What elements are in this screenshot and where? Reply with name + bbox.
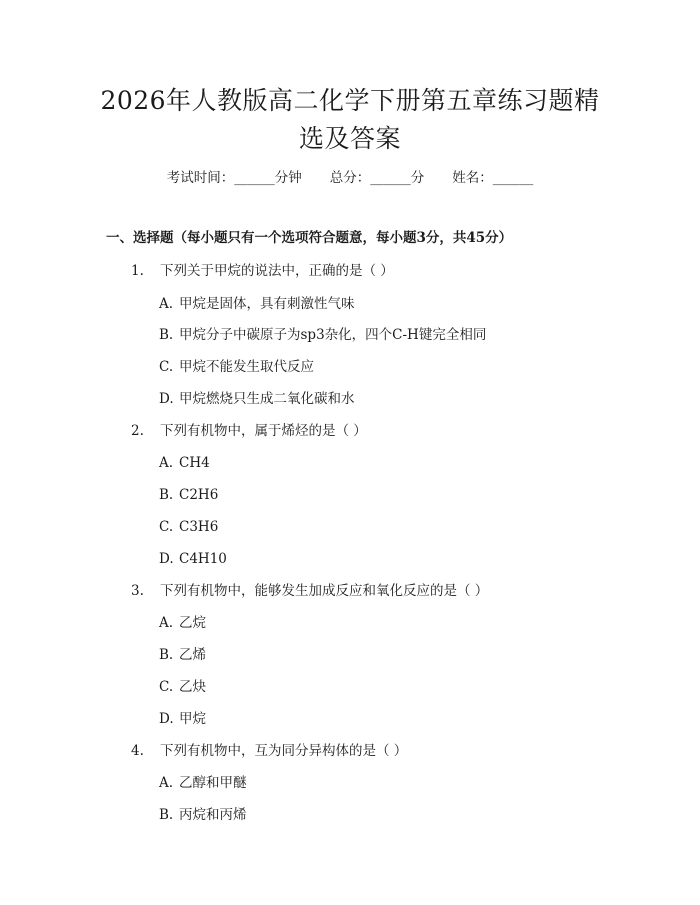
question-text: 下列关于甲烷的说法中，正确的是（ ）: [160, 263, 394, 279]
option-letter: A.: [159, 296, 174, 312]
option-text: 乙炔: [179, 679, 206, 695]
option-letter: A.: [159, 775, 174, 791]
title-line-2: 选及答案: [298, 124, 401, 153]
exam-total-score: 总分：______分: [329, 170, 425, 186]
option-text: 乙醇和甲醚: [179, 775, 247, 791]
option-text: 甲烷: [179, 711, 206, 727]
question-number: 1.: [131, 263, 144, 279]
option-letter: D.: [159, 551, 174, 567]
question-text: 下列有机物中，互为同分异构体的是（ ）: [160, 743, 408, 759]
option-text: 甲烷分子中碳原子为sp3杂化，四个C-H键完全相同: [179, 327, 487, 343]
option-letter: C.: [159, 519, 174, 535]
exam-time: 考试时间：______分钟: [166, 170, 302, 186]
option-letter: B.: [159, 647, 174, 663]
option-text: 甲烷是固体，具有刺激性气味: [179, 296, 355, 312]
option-letter: B.: [159, 807, 174, 823]
option-letter: C.: [159, 679, 174, 695]
option-text: 甲烷燃烧只生成二氧化碳和水: [179, 391, 355, 407]
option-text: C4H10: [179, 551, 227, 567]
question-text: 下列有机物中，能够发生加成反应和氧化反应的是（ ）: [160, 583, 489, 599]
option-letter: A.: [159, 455, 174, 471]
option-letter: A.: [159, 615, 174, 631]
question-text: 下列有机物中，属于烯烃的是（ ）: [160, 423, 367, 439]
option-text: 甲烷不能发生取代反应: [179, 359, 314, 375]
question-number: 3.: [131, 583, 144, 599]
option-letter: D.: [159, 391, 174, 407]
question-number: 2.: [131, 423, 144, 439]
option-text: C3H6: [179, 519, 219, 535]
title-line-1: 2026年人教版高二化学下册第五章练习题精: [100, 86, 600, 115]
option-text: 丙烷和丙烯: [179, 807, 247, 823]
student-name: 姓名：______: [452, 170, 534, 186]
option-letter: C.: [159, 359, 174, 375]
option-letter: B.: [159, 327, 174, 343]
option-text: 乙烯: [179, 647, 206, 663]
option-letter: D.: [159, 711, 174, 727]
section-heading: 一、选择题（每小题只有一个选项符合题意，每小题3分，共45分）: [106, 230, 513, 246]
option-letter: B.: [159, 487, 174, 503]
document-title: [80, 82, 620, 158]
exam-meta: [0, 168, 700, 188]
question-number: 4.: [131, 743, 144, 759]
option-text: 乙烷: [179, 615, 206, 631]
option-text: CH4: [179, 455, 210, 471]
option-text: C2H6: [179, 487, 219, 503]
